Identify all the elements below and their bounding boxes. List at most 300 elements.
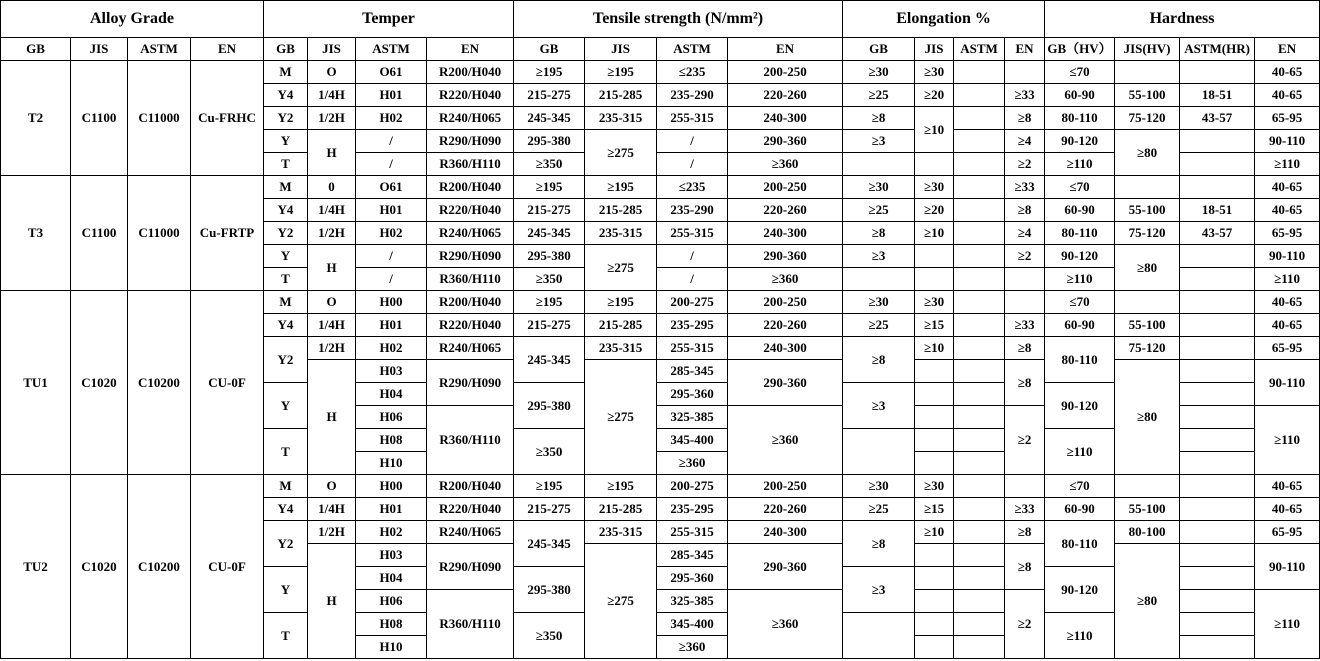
table-cell: H00 — [356, 475, 427, 498]
table-cell: R360/H110 — [427, 590, 514, 659]
table-cell: / — [657, 153, 728, 176]
table-cell: ≥80 — [1115, 544, 1180, 659]
table-cell: R240/H065 — [427, 107, 514, 130]
table-cell: ≥8 — [843, 337, 915, 383]
table-cell — [915, 153, 954, 176]
table-cell: 55-100 — [1115, 498, 1180, 521]
table-cell: H02 — [356, 222, 427, 245]
subheader-alloy-gb: GB — [1, 38, 71, 61]
group-header-row — [1, 1, 1320, 38]
table-cell: H01 — [356, 314, 427, 337]
table-cell — [954, 475, 1005, 498]
subheader-hardness-en: EN — [1255, 38, 1320, 61]
table-cell: 345-400 — [657, 613, 728, 636]
table-cell: ≥4 — [1005, 222, 1045, 245]
table-cell — [1180, 245, 1255, 268]
table-cell: 65-95 — [1255, 521, 1320, 544]
table-cell: R240/H065 — [427, 521, 514, 544]
table-cell: 295-380 — [514, 567, 585, 613]
table-cell: 40-65 — [1255, 84, 1320, 107]
table-cell: / — [356, 153, 427, 176]
table-cell — [954, 567, 1005, 590]
table-cell — [954, 245, 1005, 268]
table-cell: R240/H065 — [427, 337, 514, 360]
table-cell: ≥110 — [1255, 268, 1320, 291]
table-cell: ≥110 — [1255, 406, 1320, 475]
table-cell — [915, 567, 954, 590]
sub-header-row — [1, 38, 1320, 61]
table-cell: ≥360 — [728, 406, 843, 475]
table-cell: Y4 — [264, 498, 308, 521]
table-cell: CU-0F — [191, 475, 264, 659]
table-cell: ≥110 — [1255, 153, 1320, 176]
table-cell: TU2 — [1, 475, 71, 659]
table-cell: 245-345 — [514, 222, 585, 245]
table-cell: 290-360 — [728, 360, 843, 406]
table-cell: 235-315 — [585, 337, 657, 360]
table-cell: ≥275 — [585, 544, 657, 659]
spec-table-body — [1, 61, 1320, 659]
table-cell — [954, 199, 1005, 222]
table-cell: 235-315 — [585, 222, 657, 245]
table-cell: CU-0F — [191, 291, 264, 475]
table-cell: 40-65 — [1255, 291, 1320, 314]
table-cell — [1180, 613, 1255, 636]
table-cell: 43-57 — [1180, 222, 1255, 245]
table-cell — [1180, 337, 1255, 360]
table-cell — [1180, 268, 1255, 291]
table-cell — [1180, 544, 1255, 567]
table-cell: C1020 — [71, 291, 128, 475]
table-cell: ≥110 — [1045, 429, 1115, 475]
table-cell — [1180, 498, 1255, 521]
table-cell: ≥8 — [1005, 521, 1045, 544]
table-cell: H02 — [356, 337, 427, 360]
table-cell: 40-65 — [1255, 199, 1320, 222]
table-cell: ≥4 — [1005, 130, 1045, 153]
table-cell: 1/2H — [308, 521, 356, 544]
table-cell: 1/2H — [308, 222, 356, 245]
table-cell: ≥30 — [915, 475, 954, 498]
table-cell: 200-275 — [657, 291, 728, 314]
subheader-tensile-jis: JIS — [585, 38, 657, 61]
table-cell: ≥275 — [585, 130, 657, 176]
table-cell: ≥30 — [915, 291, 954, 314]
table-cell — [954, 590, 1005, 613]
subheader-temper-en: EN — [427, 38, 514, 61]
table-cell: ≥110 — [1255, 590, 1320, 659]
table-cell: R290/H090 — [427, 544, 514, 590]
table-cell: 65-95 — [1255, 337, 1320, 360]
table-cell: 325-385 — [657, 406, 728, 429]
table-cell: ≥25 — [843, 498, 915, 521]
table-cell — [954, 337, 1005, 360]
table-cell — [1115, 291, 1180, 314]
table-cell: 80-100 — [1115, 521, 1180, 544]
table-cell: ≥195 — [514, 61, 585, 84]
table-cell: Y2 — [264, 222, 308, 245]
table-cell: ≥10 — [915, 337, 954, 360]
table-cell: ≥350 — [514, 268, 585, 291]
table-cell: Y4 — [264, 84, 308, 107]
table-cell — [843, 268, 915, 291]
table-cell: 80-110 — [1045, 337, 1115, 383]
group-header-temper: Temper — [264, 1, 514, 38]
table-cell — [1005, 61, 1045, 84]
table-cell: ≥20 — [915, 199, 954, 222]
table-cell: M — [264, 475, 308, 498]
table-cell: ≥8 — [1005, 107, 1045, 130]
table-row — [1, 61, 1320, 84]
table-cell: T — [264, 429, 308, 475]
table-cell — [915, 590, 954, 613]
table-cell — [954, 452, 1005, 475]
group-header-elongation: Elongation % — [843, 1, 1045, 38]
table-cell: C11000 — [128, 61, 191, 176]
table-cell: ≥80 — [1115, 130, 1180, 176]
table-cell: R360/H110 — [427, 406, 514, 475]
table-cell: ≥10 — [915, 521, 954, 544]
table-cell — [915, 268, 954, 291]
table-cell: H06 — [356, 590, 427, 613]
table-cell: 75-120 — [1115, 337, 1180, 360]
table-cell — [915, 636, 954, 659]
subheader-alloy-en: EN — [191, 38, 264, 61]
table-cell: ≥8 — [843, 521, 915, 567]
table-cell: 40-65 — [1255, 61, 1320, 84]
table-cell: R290/H090 — [427, 360, 514, 406]
table-cell: ≥360 — [657, 636, 728, 659]
table-cell: TU1 — [1, 291, 71, 475]
table-cell: 290-360 — [728, 245, 843, 268]
table-cell: ≥80 — [1115, 245, 1180, 291]
table-cell: ≥195 — [585, 291, 657, 314]
table-cell: ≥15 — [915, 498, 954, 521]
table-cell: 295-360 — [657, 383, 728, 406]
table-cell: 90-110 — [1255, 544, 1320, 590]
table-cell: C11000 — [128, 176, 191, 291]
table-cell — [1180, 452, 1255, 475]
table-cell: Y2 — [264, 337, 308, 383]
subheader-tensile-astm: ASTM — [657, 38, 728, 61]
table-cell: ≥8 — [1005, 360, 1045, 406]
subheader-elongation-gb: GB — [843, 38, 915, 61]
table-cell: R240/H065 — [427, 222, 514, 245]
table-cell: H01 — [356, 84, 427, 107]
table-cell: 215-285 — [585, 199, 657, 222]
table-cell: C1100 — [71, 61, 128, 176]
table-cell — [1180, 61, 1255, 84]
table-cell: 215-275 — [514, 199, 585, 222]
table-cell: 215-275 — [514, 314, 585, 337]
table-cell: M — [264, 176, 308, 199]
table-cell: 245-345 — [514, 521, 585, 567]
table-cell: R220/H040 — [427, 314, 514, 337]
table-cell: 60-90 — [1045, 84, 1115, 107]
table-cell — [954, 613, 1005, 636]
table-cell: ≥195 — [585, 176, 657, 199]
table-cell: 55-100 — [1115, 314, 1180, 337]
table-cell: Y — [264, 383, 308, 429]
table-cell: ≥2 — [1005, 590, 1045, 659]
table-cell — [915, 383, 954, 406]
subheader-tensile-gb: GB — [514, 38, 585, 61]
table-cell: H00 — [356, 291, 427, 314]
table-cell: 60-90 — [1045, 498, 1115, 521]
table-cell — [1115, 475, 1180, 498]
table-cell: 0 — [308, 176, 356, 199]
table-cell: R200/H040 — [427, 176, 514, 199]
table-cell: 18-51 — [1180, 84, 1255, 107]
table-cell — [1180, 130, 1255, 153]
table-cell: R200/H040 — [427, 61, 514, 84]
table-cell — [915, 452, 954, 475]
table-cell: R220/H040 — [427, 84, 514, 107]
table-cell — [954, 84, 1005, 107]
table-cell: 285-345 — [657, 360, 728, 383]
table-cell — [1180, 406, 1255, 429]
table-cell: 215-285 — [585, 314, 657, 337]
table-cell: ≤70 — [1045, 291, 1115, 314]
table-cell: ≥2 — [1005, 153, 1045, 176]
table-cell: 235-295 — [657, 314, 728, 337]
table-cell: 75-120 — [1115, 222, 1180, 245]
table-cell — [1115, 61, 1180, 84]
table-cell: O61 — [356, 176, 427, 199]
table-cell: ≥110 — [1045, 268, 1115, 291]
table-cell: 90-110 — [1255, 245, 1320, 268]
table-cell — [1180, 521, 1255, 544]
table-cell: ≥195 — [514, 291, 585, 314]
table-cell: 200-250 — [728, 475, 843, 498]
table-cell: 235-295 — [657, 498, 728, 521]
group-header-hardness: Hardness — [1045, 1, 1320, 38]
table-cell — [954, 383, 1005, 406]
table-cell — [954, 429, 1005, 452]
table-cell: ≥360 — [728, 268, 843, 291]
table-cell: ≥33 — [1005, 176, 1045, 199]
table-cell — [954, 314, 1005, 337]
table-cell: Y — [264, 567, 308, 613]
table-cell — [1180, 176, 1255, 199]
table-cell: H08 — [356, 613, 427, 636]
table-cell: ≥30 — [843, 61, 915, 84]
table-cell: C1020 — [71, 475, 128, 659]
table-cell — [954, 544, 1005, 567]
table-cell: 1/2H — [308, 107, 356, 130]
table-cell: ≤235 — [657, 61, 728, 84]
table-cell: ≥30 — [843, 176, 915, 199]
table-cell: H03 — [356, 360, 427, 383]
table-cell: H02 — [356, 107, 427, 130]
table-cell: R220/H040 — [427, 199, 514, 222]
subheader-elongation-jis: JIS — [915, 38, 954, 61]
table-cell — [915, 406, 954, 429]
table-cell — [1115, 176, 1180, 199]
table-cell: 345-400 — [657, 429, 728, 452]
table-cell — [954, 222, 1005, 245]
table-cell — [843, 613, 915, 659]
table-cell: ≤235 — [657, 176, 728, 199]
table-cell: H08 — [356, 429, 427, 452]
table-cell: H01 — [356, 498, 427, 521]
table-cell: / — [356, 268, 427, 291]
table-cell — [954, 176, 1005, 199]
table-cell — [915, 360, 954, 383]
table-cell — [915, 245, 954, 268]
table-cell: 40-65 — [1255, 498, 1320, 521]
table-cell: ≥3 — [843, 567, 915, 613]
table-cell: 285-345 — [657, 544, 728, 567]
table-cell — [954, 153, 1005, 176]
table-cell: ≥33 — [1005, 84, 1045, 107]
table-cell: 1/2H — [308, 337, 356, 360]
table-cell: 240-300 — [728, 337, 843, 360]
table-cell: 255-315 — [657, 337, 728, 360]
table-cell: 200-250 — [728, 61, 843, 84]
table-cell: 215-275 — [514, 84, 585, 107]
table-cell: / — [356, 245, 427, 268]
table-cell: ≥80 — [1115, 360, 1180, 475]
table-cell: 90-120 — [1045, 567, 1115, 613]
table-cell — [1180, 314, 1255, 337]
subheader-alloy-jis: JIS — [71, 38, 128, 61]
table-cell: 90-120 — [1045, 383, 1115, 429]
table-cell: ≥30 — [915, 176, 954, 199]
table-cell: H03 — [356, 544, 427, 567]
table-cell: / — [657, 268, 728, 291]
table-cell: ≤70 — [1045, 176, 1115, 199]
table-cell: / — [356, 130, 427, 153]
table-cell: ≥25 — [843, 199, 915, 222]
table-cell: 295-380 — [514, 245, 585, 268]
table-cell: 235-315 — [585, 107, 657, 130]
table-cell: ≥2 — [1005, 406, 1045, 475]
table-cell: M — [264, 291, 308, 314]
table-cell — [1005, 268, 1045, 291]
table-cell: 1/4H — [308, 199, 356, 222]
table-cell: ≥360 — [657, 452, 728, 475]
table-cell: H01 — [356, 199, 427, 222]
table-cell — [1180, 360, 1255, 383]
table-cell: ≥3 — [843, 383, 915, 429]
table-cell: Y — [264, 245, 308, 268]
table-cell: 325-385 — [657, 590, 728, 613]
table-cell: / — [657, 130, 728, 153]
table-cell: H — [308, 245, 356, 291]
table-cell: Y4 — [264, 199, 308, 222]
table-cell — [954, 360, 1005, 383]
table-cell: ≥350 — [514, 429, 585, 475]
table-cell: 215-275 — [514, 498, 585, 521]
table-cell — [954, 107, 1005, 130]
table-row — [1, 291, 1320, 314]
subheader-tensile-en: EN — [728, 38, 843, 61]
table-cell: 295-360 — [657, 567, 728, 590]
table-cell: Cu-FRTP — [191, 176, 264, 291]
table-cell: ≥3 — [843, 245, 915, 268]
table-cell: T — [264, 613, 308, 659]
table-cell: O — [308, 475, 356, 498]
table-cell: C1100 — [71, 176, 128, 291]
table-cell: H10 — [356, 636, 427, 659]
table-cell: ≥110 — [1045, 613, 1115, 659]
table-cell: Y — [264, 130, 308, 153]
table-cell: 295-380 — [514, 383, 585, 429]
table-cell: 65-95 — [1255, 107, 1320, 130]
table-cell: 60-90 — [1045, 199, 1115, 222]
table-cell: H — [308, 360, 356, 475]
table-cell — [1180, 475, 1255, 498]
table-cell: ≥15 — [915, 314, 954, 337]
table-cell — [1180, 567, 1255, 590]
table-cell — [954, 268, 1005, 291]
table-cell: 290-360 — [728, 130, 843, 153]
table-cell: ≥30 — [843, 475, 915, 498]
table-cell: Cu-FRHC — [191, 61, 264, 176]
subheader-temper-jis: JIS — [308, 38, 356, 61]
table-cell: 235-290 — [657, 84, 728, 107]
table-cell — [954, 636, 1005, 659]
table-cell: C10200 — [128, 291, 191, 475]
subheader-elongation-astm: ASTM — [954, 38, 1005, 61]
table-cell: T2 — [1, 61, 71, 176]
table-cell: H — [308, 130, 356, 176]
table-cell — [954, 521, 1005, 544]
table-cell: 80-110 — [1045, 222, 1115, 245]
table-cell: 200-250 — [728, 291, 843, 314]
table-cell: 55-100 — [1115, 199, 1180, 222]
table-cell: 220-260 — [728, 199, 843, 222]
table-cell: ≥195 — [585, 61, 657, 84]
table-cell: ≥8 — [1005, 544, 1045, 590]
table-cell — [1180, 590, 1255, 613]
table-cell: 215-285 — [585, 498, 657, 521]
table-cell: 1/4H — [308, 84, 356, 107]
table-cell: 235-290 — [657, 199, 728, 222]
table-cell: 65-95 — [1255, 222, 1320, 245]
table-cell: R220/H040 — [427, 498, 514, 521]
table-cell: 90-120 — [1045, 130, 1115, 153]
table-cell: ≥8 — [843, 107, 915, 130]
subheader-temper-gb: GB — [264, 38, 308, 61]
table-cell: C10200 — [128, 475, 191, 659]
table-cell: 220-260 — [728, 314, 843, 337]
table-cell — [843, 429, 915, 475]
group-header-tensile-strength: Tensile strength (N/mm²) — [514, 1, 843, 38]
table-cell: 235-315 — [585, 521, 657, 544]
table-cell: ≥350 — [514, 613, 585, 659]
table-cell: H04 — [356, 567, 427, 590]
table-cell: 200-275 — [657, 475, 728, 498]
table-cell: 80-110 — [1045, 107, 1115, 130]
table-cell: R290/H090 — [427, 130, 514, 153]
table-cell: 40-65 — [1255, 314, 1320, 337]
table-cell — [954, 291, 1005, 314]
subheader-hardness-astm: ASTM(HR) — [1180, 38, 1255, 61]
table-cell — [1180, 153, 1255, 176]
table-cell: ≥350 — [514, 153, 585, 176]
table-cell: 75-120 — [1115, 107, 1180, 130]
table-cell: 40-65 — [1255, 176, 1320, 199]
table-cell: ≥30 — [843, 291, 915, 314]
table-cell: 255-315 — [657, 222, 728, 245]
table-cell — [915, 613, 954, 636]
table-cell: 255-315 — [657, 107, 728, 130]
table-cell: ≤70 — [1045, 61, 1115, 84]
table-cell: ≥33 — [1005, 498, 1045, 521]
table-cell: ≥30 — [915, 61, 954, 84]
